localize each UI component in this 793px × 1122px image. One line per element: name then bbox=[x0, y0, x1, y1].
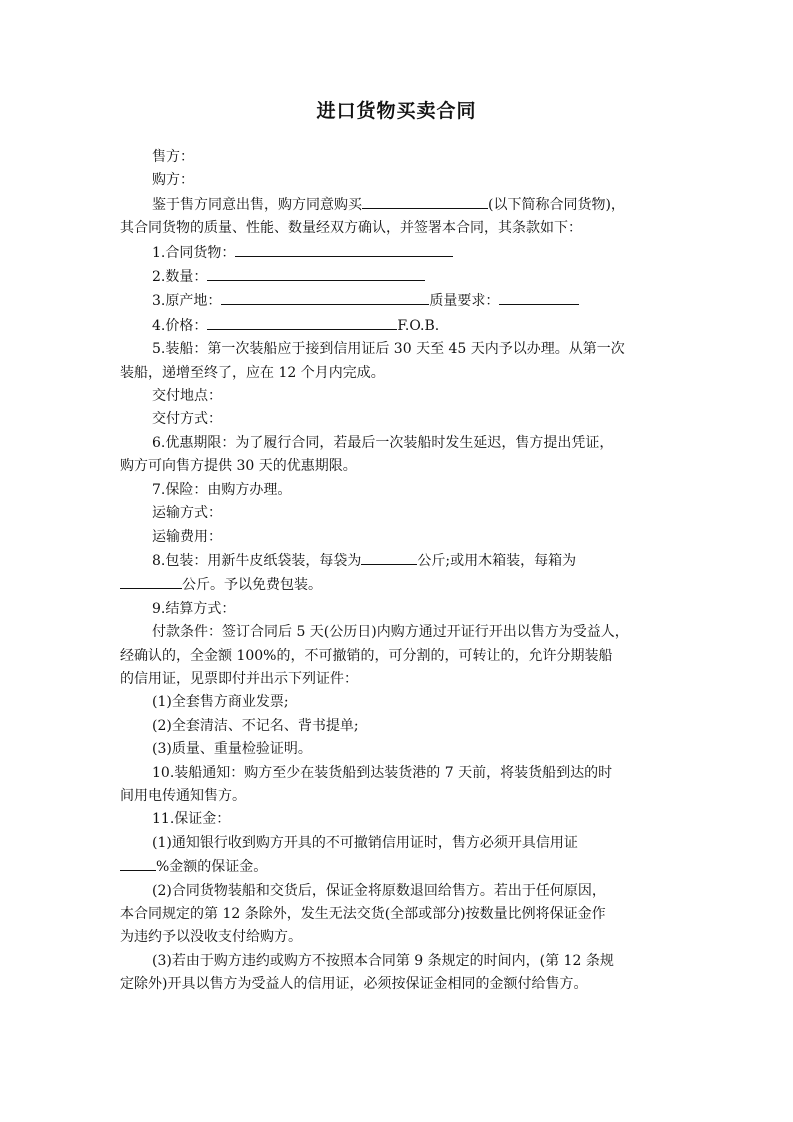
fill-in-blank bbox=[361, 549, 417, 565]
fill-in-blank bbox=[362, 193, 488, 209]
text-line bbox=[120, 408, 680, 431]
text-segment: 购方可向售方提供 30 天的优惠期限。 bbox=[120, 458, 357, 475]
text-segment: 为违约予以没收支付给购方。 bbox=[120, 929, 302, 946]
text-line bbox=[120, 785, 680, 808]
text-segment: 的信用证，见票即付并出示下列证件： bbox=[120, 670, 358, 687]
text-line bbox=[120, 362, 680, 385]
text-line bbox=[120, 808, 680, 831]
fill-in-blank bbox=[221, 289, 429, 305]
text-segment: %金额的保证金。 bbox=[156, 859, 268, 876]
fill-in-blank bbox=[120, 573, 182, 589]
text-segment: 售方： bbox=[152, 149, 194, 165]
document-body bbox=[120, 146, 680, 997]
text-line bbox=[120, 645, 680, 668]
text-segment: (1)通知银行收到购方开具的不可撤销信用证时，售方必须开具信用证 bbox=[152, 834, 578, 851]
text-line bbox=[120, 598, 680, 621]
text-segment: 经确认的，全金额 100%的，不可撤销的，可分割的，可转让的，允许分期装船 bbox=[120, 647, 613, 664]
text-line bbox=[120, 903, 680, 926]
text-line bbox=[120, 146, 680, 169]
text-line bbox=[120, 193, 680, 217]
text-segment: 本合同规定的第 12 条除外，发生无法交货(全部或部分)按数量比例将保证金作 bbox=[120, 906, 606, 922]
text-line bbox=[120, 738, 680, 761]
text-line bbox=[120, 715, 680, 738]
text-segment: 交付地点： bbox=[152, 388, 222, 405]
document-title: 进口货物买卖合同 bbox=[316, 100, 477, 122]
text-line bbox=[120, 973, 680, 996]
text-segment: 1.合同货物： bbox=[152, 244, 236, 261]
text-segment: (2)全套清洁、不记名、背书提单; bbox=[152, 717, 359, 734]
text-line bbox=[120, 573, 680, 597]
text-segment: 交付方式： bbox=[152, 411, 222, 428]
text-segment: 10.装船通知：购方至少在装货船到达装货港的 7 天前，将装货船到达的时 bbox=[152, 764, 613, 781]
text-line bbox=[120, 455, 680, 478]
text-segment: 2.数量： bbox=[152, 269, 208, 286]
text-segment: 3.原产地： bbox=[152, 293, 222, 310]
text-line bbox=[120, 241, 680, 265]
text-segment: 质量要求： bbox=[429, 293, 500, 310]
text-segment: 运输费用： bbox=[152, 528, 222, 545]
text-segment: 间用电传通知售方。 bbox=[120, 787, 246, 804]
text-line bbox=[120, 385, 680, 408]
text-segment: 装船，递增至终了，应在 12 个月内完成。 bbox=[120, 364, 385, 381]
text-segment: (3)质量、重量检验证明。 bbox=[152, 741, 312, 758]
text-segment: F.O.B. bbox=[397, 317, 440, 334]
text-line bbox=[120, 880, 680, 903]
text-line bbox=[120, 762, 680, 785]
text-segment: (2)合同货物装船和交货后，保证金将原数退回给售方。若出于任何原因， bbox=[152, 882, 606, 899]
text-segment: 购方： bbox=[152, 172, 194, 189]
text-segment: 9.结算方式： bbox=[152, 600, 236, 617]
text-line bbox=[120, 169, 680, 192]
text-line bbox=[120, 479, 680, 502]
text-segment: 6.优惠期限：为了履行合同，若最后一次装船时发生延迟，售方提出凭证， bbox=[152, 434, 614, 451]
text-line bbox=[120, 314, 680, 338]
text-line bbox=[120, 855, 680, 879]
text-segment: 付款条件：签订合同后 5 天(公历日)内购方通过开证行开出以售方为受益人， bbox=[152, 624, 629, 641]
text-segment: 11.保证金： bbox=[152, 811, 231, 828]
text-line bbox=[120, 549, 680, 573]
text-segment: 5.装船：第一次装船应于接到信用证后 30 天至 45 天内予以办理。从第一次 bbox=[152, 341, 625, 358]
text-line bbox=[120, 265, 680, 289]
text-segment: 公斤。予以免费包装。 bbox=[182, 577, 322, 594]
fill-in-blank bbox=[120, 855, 156, 871]
text-segment: 7.保险：由购方办理。 bbox=[152, 481, 292, 498]
text-line bbox=[120, 950, 680, 973]
text-segment: 运输方式： bbox=[152, 505, 222, 522]
text-line bbox=[120, 502, 680, 525]
text-line bbox=[120, 668, 680, 691]
text-line bbox=[120, 691, 680, 714]
fill-in-blank bbox=[235, 241, 453, 257]
fill-in-blank bbox=[207, 265, 425, 281]
text-line bbox=[120, 432, 680, 455]
text-segment: 公斤;或用木箱装，每箱为 bbox=[417, 552, 577, 569]
text-line bbox=[120, 832, 680, 855]
text-line bbox=[120, 526, 680, 549]
text-segment: (以下简称合同货物)， bbox=[488, 196, 625, 213]
text-line bbox=[120, 926, 680, 949]
text-line bbox=[120, 621, 680, 644]
text-segment: 鉴于售方同意出售，购方同意购买 bbox=[152, 196, 362, 213]
text-line bbox=[120, 217, 680, 240]
text-segment: 定除外)开具以售方为受益人的信用证，必须按保证金相同的金额付给售方。 bbox=[120, 976, 588, 993]
text-segment: 其合同货物的质量、性能、数量经双方确认，并签署本合同，其条款如下： bbox=[120, 220, 582, 237]
text-segment: 4.价格： bbox=[152, 317, 208, 334]
fill-in-blank bbox=[499, 289, 579, 305]
text-line bbox=[120, 289, 680, 313]
text-line bbox=[120, 338, 680, 361]
text-segment: (3)若由于购方违约或购方不按照本合同第 9 条规定的时间内，(第 12 条规 bbox=[152, 952, 614, 969]
text-segment: (1)全套售方商业发票; bbox=[152, 694, 289, 711]
text-segment: 8.包装：用新牛皮纸袋装，每袋为 bbox=[152, 552, 362, 569]
fill-in-blank bbox=[207, 314, 397, 330]
